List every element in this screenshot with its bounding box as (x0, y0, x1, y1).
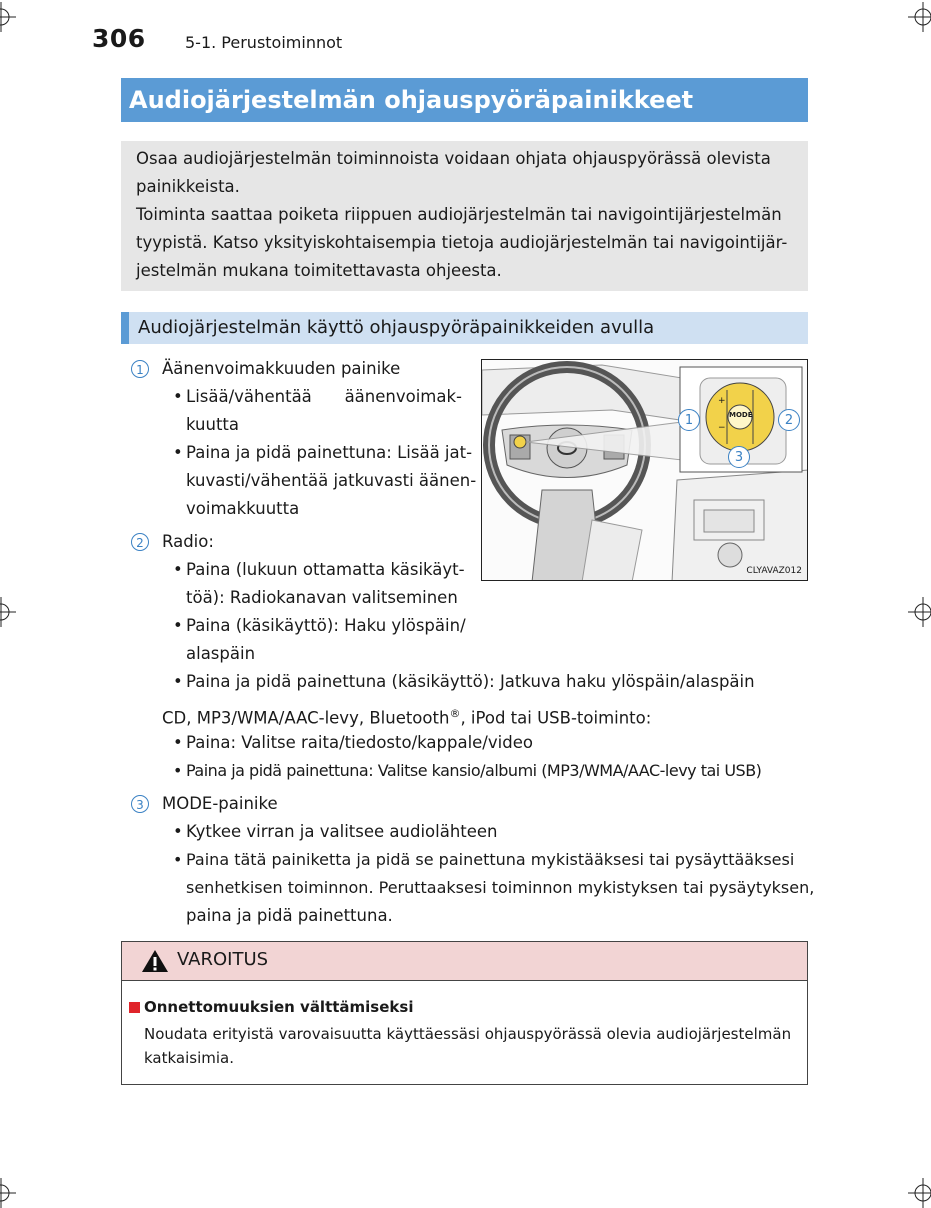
number-circle: 3 (131, 795, 149, 813)
item-label: Äänenvoimakkuuden painike (162, 359, 401, 378)
warning-text: Noudata erityistä varovaisuutta käyttäessäsi ohjauspyörässä olevia audiojärjestelmän katkaisimia. (144, 1025, 792, 1067)
number-circle: 1 (131, 360, 149, 378)
item-label: MODE-painike (162, 794, 278, 813)
bullet-line: alaspäin (186, 644, 256, 663)
bullet-item: • Paina (lukuun ottamatta käsikäyt- (173, 560, 465, 579)
registration-mark-icon (0, 1178, 16, 1208)
registration-mark-icon (0, 597, 16, 627)
registration-mark-icon (0, 2, 16, 32)
intro-line: Toiminta saattaa poiketa riippuen audiojärjestelmän tai navigointijärjestelmän (136, 205, 782, 224)
bullet-item: • Lisää/vähentää äänenvoimak- (173, 387, 462, 406)
bullet-item: • Paina tätä painiketta ja pidä se painettuna mykistääksesi tai pysäyttääksesi (173, 850, 795, 869)
bullet-item: • Paina: Valitse raita/tiedosto/kappale/video (173, 733, 533, 752)
callout-3: 3 (728, 446, 750, 468)
warning-title: VAROITUS (177, 949, 269, 970)
warning-box (121, 941, 808, 1085)
bullet-item: • Kytkee virran ja valitsee audiolähteen (173, 822, 498, 841)
steering-wheel-figure (481, 359, 808, 581)
registration-mark-icon (908, 1178, 931, 1208)
warning-subtitle: Onnettomuuksien välttämiseksi (144, 998, 414, 1016)
bullet-line: töä): Radiokanavan valitseminen (186, 588, 458, 607)
registration-mark-icon (908, 2, 931, 32)
callout-2: 2 (778, 409, 800, 431)
intro-line: jestelmän mukana toimitettavasta ohjeesta. (136, 261, 502, 280)
warning-triangle-icon (141, 949, 169, 973)
bullet-item: • Paina ja pidä painettuna (käsikäyttö): Jatkuva haku ylöspäin/alaspäin (173, 672, 755, 691)
intro-line: painikkeista. (136, 177, 240, 196)
number-circle: 2 (131, 533, 149, 551)
minus-label: − (718, 423, 726, 433)
bullet-item: • Paina ja pidä painettuna: Lisää jat- (173, 443, 473, 462)
bullet-line: voimakkuutta (186, 499, 300, 518)
bullet-line: senhetkisen toiminnon. Peruttaaksesi toiminnon mykistyksen tai pysäytyksen, (186, 878, 815, 897)
intro-line: Osaa audiojärjestelmän toiminnoista voidaan ohjata ohjauspyörässä olevista (136, 149, 771, 168)
registration-mark-icon (908, 597, 931, 627)
bullet-item: • Paina ja pidä painettuna: Valitse kansio/albumi (MP3/WMA/AAC-levy tai USB) (173, 761, 762, 780)
bullet-line: kuutta (186, 415, 240, 434)
item-label: Radio: (162, 532, 214, 551)
car-interior-illustration (482, 360, 808, 581)
subheading: Audiojärjestelmän käyttö ohjauspyöräpainikkeiden avulla (121, 312, 808, 344)
red-square-icon (129, 1002, 140, 1013)
section-title: 5-1. Perustoiminnot (185, 33, 343, 52)
intro-line: tyypistä. Katso yksityiskohtaisempia tietoja audiojärjestelmän tai navigointijär- (136, 233, 788, 252)
page-number: 306 (92, 24, 146, 53)
page-title: Audiojärjestelmän ohjauspyöräpainikkeet (121, 78, 808, 122)
figure-code: CLYAVAZ012 (746, 566, 802, 576)
warning-header (122, 942, 807, 981)
bullet-item: • Paina (käsikäyttö): Haku ylöspäin/ (173, 616, 466, 635)
bullet-line: paina ja pidä painettuna. (186, 906, 393, 925)
plus-label: + (718, 396, 726, 406)
mode-button-label: MODE (729, 411, 753, 419)
intro-box (121, 141, 808, 291)
callout-1: 1 (678, 409, 700, 431)
media-line: CD, MP3/WMA/AAC-levy, Bluetooth®, iPod tai USB-toiminto: (162, 707, 652, 728)
bullet-line: kuvasti/vähentää jatkuvasti äänen- (186, 471, 477, 490)
